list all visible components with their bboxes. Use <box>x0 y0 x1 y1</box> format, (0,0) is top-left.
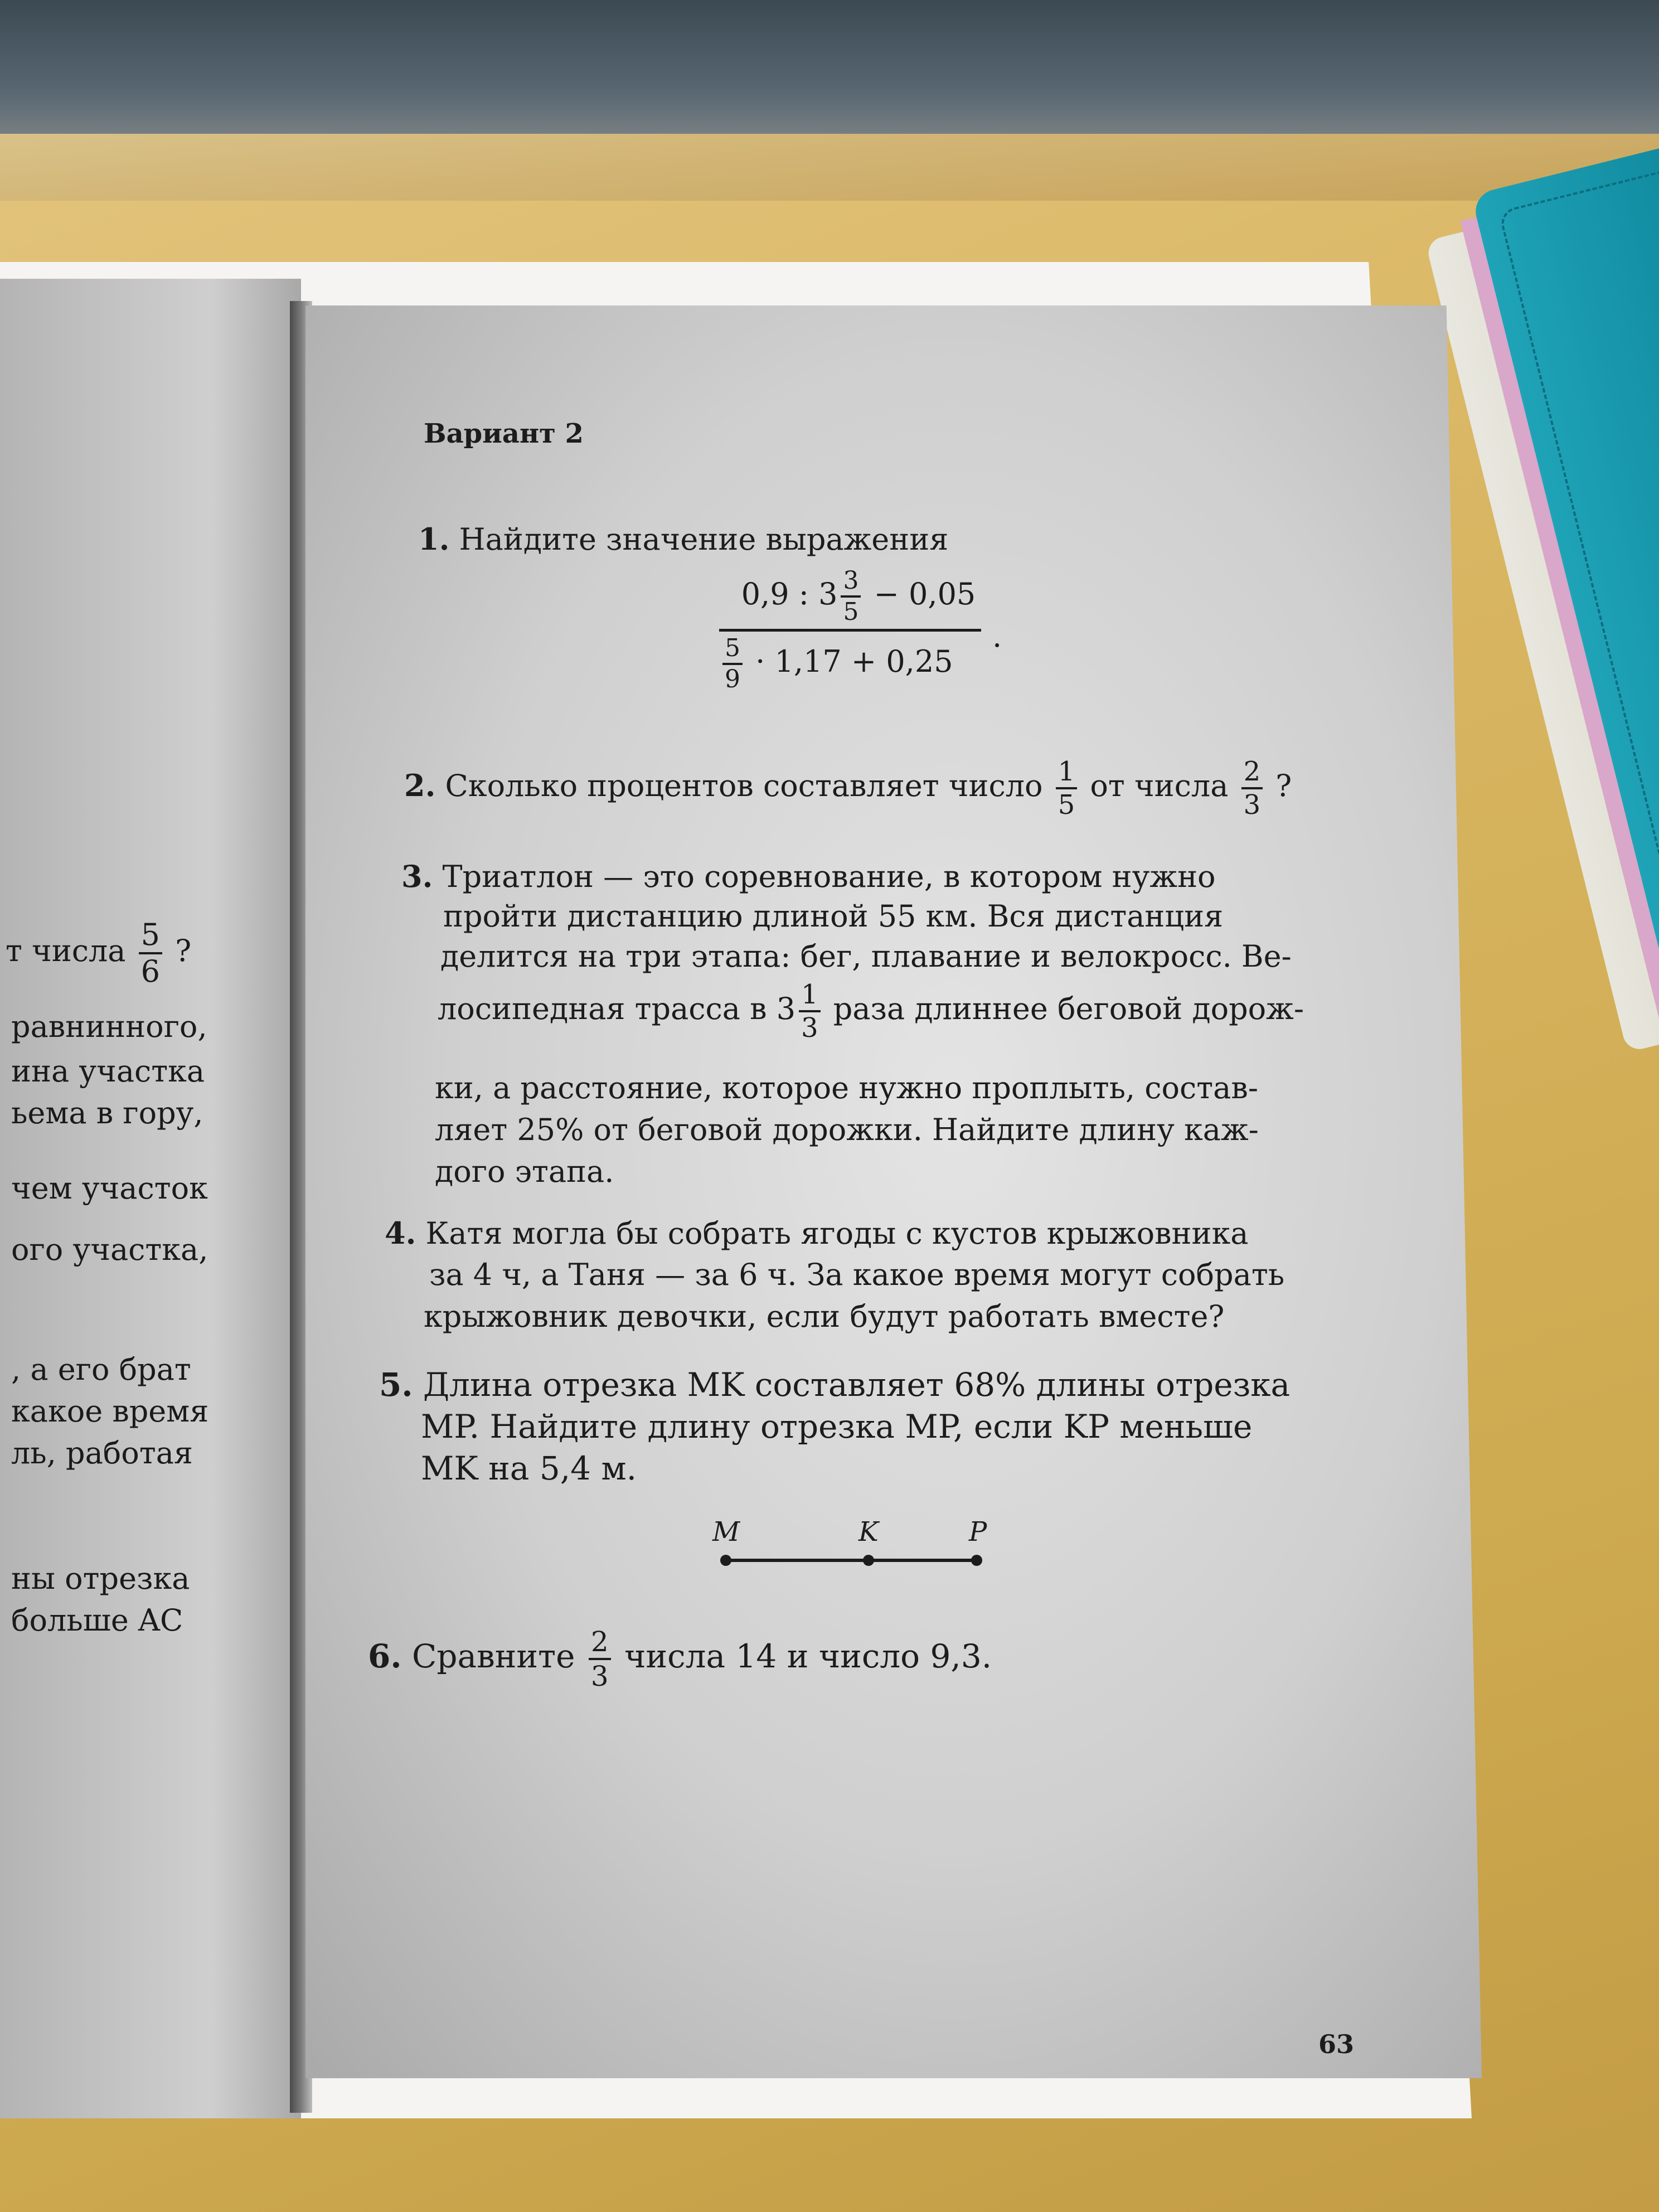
page-number: 63 <box>1318 2029 1355 2059</box>
task-6: 6. Сравните $\frac{2}{3}$ числа 14 и число 9,3. <box>368 1626 992 1692</box>
task-3-line-5: ки, а расстояние, которое нужно проплыть, состав- <box>435 1070 1259 1105</box>
task-4-line-1: 4. Катя могла бы собрать ягоды с кустов крыжовника <box>385 1215 1249 1251</box>
task-6-fraction: $\frac{2}{3}$ <box>589 1628 611 1690</box>
left-fragment-4: ьема в гору, <box>11 1095 203 1131</box>
task-5-line-3: MK на 5,4 м. <box>421 1449 637 1487</box>
point-p <box>971 1555 982 1566</box>
left-fragment-8: какое время <box>11 1394 209 1429</box>
task-1-text: Найдите значение выражения <box>459 522 949 557</box>
left-fragment-6: ого участка, <box>11 1232 208 1267</box>
task-5-line-2: MP. Найдите длину отрезка MP, если KP меньше <box>421 1408 1253 1445</box>
expression-denominator: $\frac{5}{9}$ · 1,17 + 0,25 <box>719 636 998 692</box>
task-1-number: 1. <box>418 521 450 557</box>
task-3-line-6: ляет 25% от беговой дорожки. Найдите длину каж- <box>435 1112 1259 1147</box>
task-2-fraction-2: $\frac{2}{3}$ <box>1241 758 1263 818</box>
label-k: K <box>858 1516 879 1548</box>
task-1-expression <box>719 566 998 693</box>
task-3-line-2: пройти дистанцию длиной 55 км. Вся дистанция <box>443 899 1224 934</box>
left-fragment-11: больше AC <box>11 1603 183 1638</box>
point-k <box>863 1555 874 1566</box>
task-4-line-3: крыжовник девочки, если будут работать вместе? <box>424 1299 1225 1334</box>
segment-mp <box>725 1559 976 1562</box>
task-1 <box>418 521 948 557</box>
left-fragment-3: ина участка <box>11 1054 205 1089</box>
task-2: 2. Сколько процентов составляет число $\frac{1}{5}$ от числа $\frac{2}{3}$ ? <box>404 756 1292 821</box>
left-fragment-1: т числа $\frac{5}{6}$ ? <box>6 917 192 989</box>
task-3-line-1: 3. Триатлон — это соревнование, в котором нужно <box>401 858 1216 894</box>
label-p: P <box>969 1516 987 1548</box>
left-fragment-10: ны отрезка <box>11 1561 190 1596</box>
task-2-fraction-1: $\frac{1}{5}$ <box>1056 758 1078 818</box>
expression-fraction-bar <box>719 629 981 632</box>
task-5-line-1: 5. Длина отрезка MK составляет 68% длины отрезка <box>379 1366 1291 1404</box>
left-fraction: $\frac{5}{6}$ <box>139 920 162 987</box>
task-3-line-7: дого этапа. <box>435 1154 614 1189</box>
task-3-line-3: делится на три этапа: бег, плавание и велокросс. Ве- <box>440 939 1292 974</box>
left-fragment-2: равнинного, <box>11 1009 207 1044</box>
variant-title: Вариант 2 <box>424 418 584 449</box>
task-4-line-2: за 4 ч, а Таня — за 6 ч. За какое время могут собрать <box>429 1257 1285 1292</box>
left-fragment-9: ль, работая <box>11 1435 193 1471</box>
label-m: M <box>712 1516 740 1548</box>
task-3-fraction: $\frac{1}{3}$ <box>799 981 821 1041</box>
task-1-end-dot: . <box>992 619 1002 654</box>
left-fragment-7: , а его брат <box>11 1352 191 1387</box>
task-3-line-4: лосипедная трасса в 3 $\frac{1}{3}$ раза длиннее беговой дорож- <box>438 979 1304 1044</box>
expression-numerator: 0,9 : 3 $\frac{3}{5}$ − 0,05 <box>741 566 976 626</box>
left-fragment-5: чем участок <box>11 1171 208 1206</box>
point-m <box>720 1555 731 1566</box>
